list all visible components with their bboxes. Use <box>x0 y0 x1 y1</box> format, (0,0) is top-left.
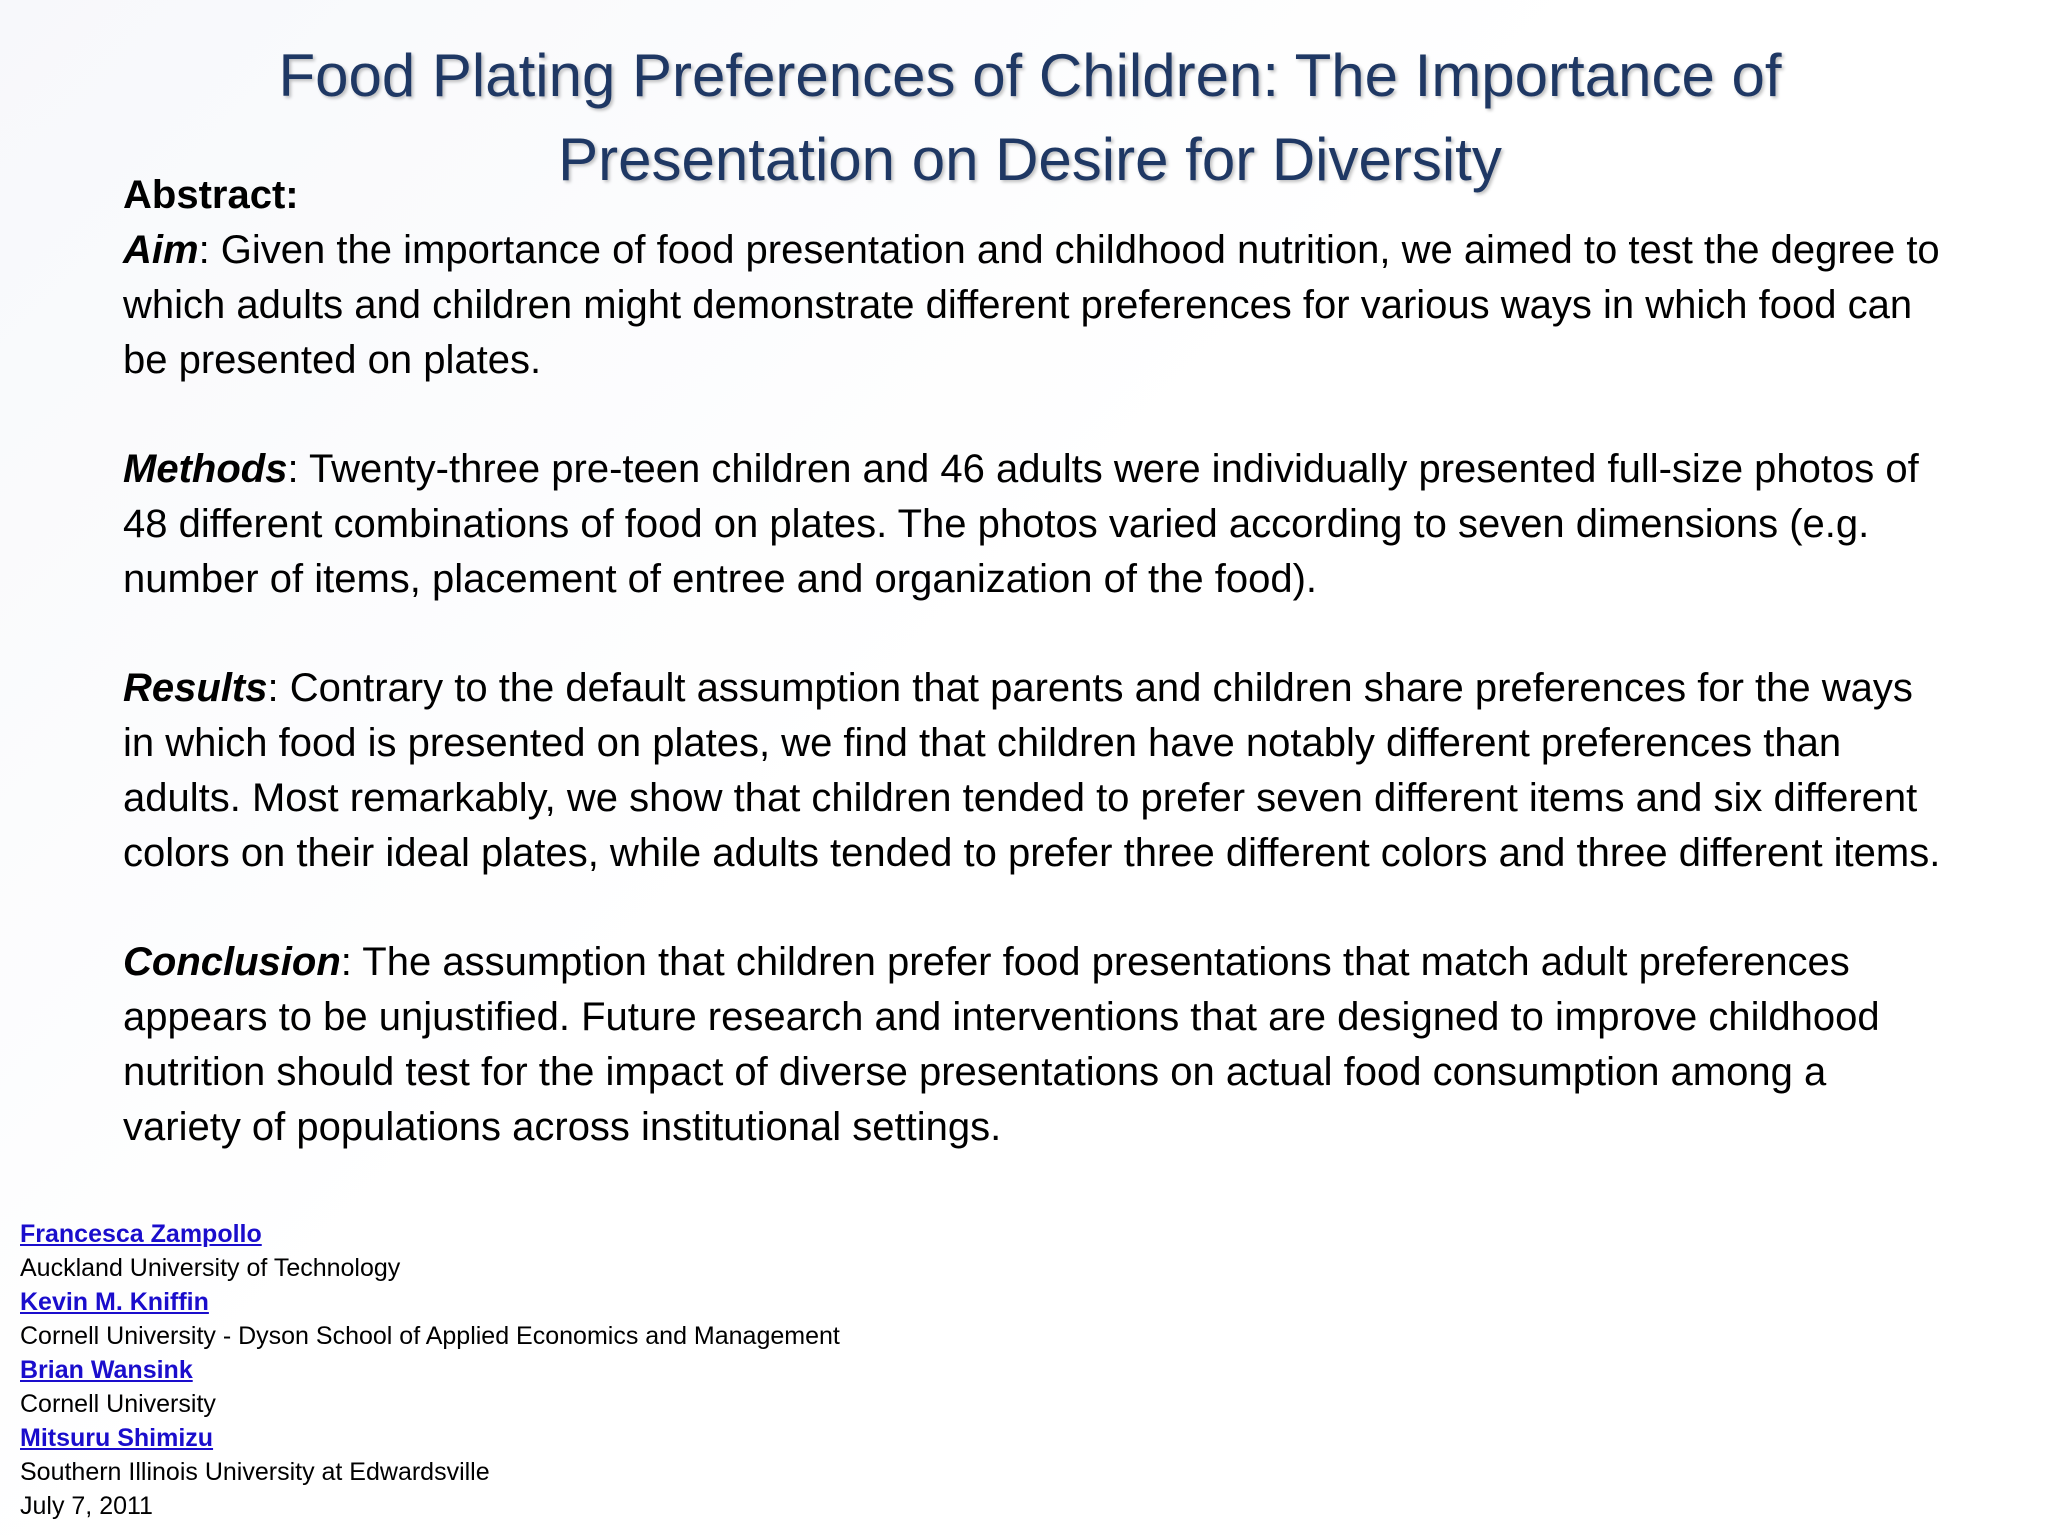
results-text: : Contrary to the default assumption that parents and children share preferences for the ways in which food is presented on plates, we find that children have notably different preferences than adults. Most remarkably, we show that children tended to prefer seven different items and six different colors on their ideal plates, while adults tended to prefer three different colors and three different items. <box>123 666 1941 875</box>
conclusion-text: : The assumption that children prefer food presentations that match adult preferences appears to be unjustified. Future research and interventions that are designed to improve childhood nutrition should test for the impact of diverse presentations on actual food consumption among a variety of populations across institutional settings. <box>123 940 1880 1149</box>
publication-date: July 7, 2011 <box>20 1492 153 1520</box>
author-link-wansink[interactable]: Brian Wansink <box>20 1356 193 1384</box>
abstract-section <box>123 168 1953 1155</box>
methods-paragraph <box>123 442 1953 607</box>
page-title: Food Plating Preferences of Children: The Importance of Presentation on Desire for Diversity <box>278 42 1782 193</box>
aim-text: : Given the importance of food presentation and childhood nutrition, we aimed to test the degree to which adults and children might demonstrate different preferences for various ways in which food can be presented on plates. <box>123 228 1940 382</box>
methods-text: : Twenty-three pre-teen children and 46 adults were individually presented full-size photos of 48 different combinations of food on plates. The photos varied according to seven dimensions (e.g. number of items, placement of entree and organization of the food). <box>123 447 1919 601</box>
conclusion-paragraph <box>123 935 1953 1155</box>
conclusion-label: Conclusion <box>123 940 341 984</box>
results-label: Results <box>123 666 268 710</box>
author-affiliation: Southern Illinois University at Edwardsville <box>20 1458 490 1486</box>
author-affiliation: Cornell University <box>20 1390 216 1418</box>
author-affiliation: Auckland University of Technology <box>20 1254 401 1282</box>
results-paragraph <box>123 661 1953 881</box>
author-link-zampollo[interactable]: Francesca Zampollo <box>20 1220 262 1248</box>
aim-label: Aim <box>123 228 199 272</box>
author-list <box>20 1217 840 1523</box>
author-link-kniffin[interactable]: Kevin M. Kniffin <box>20 1288 209 1316</box>
author-link-shimizu[interactable]: Mitsuru Shimizu <box>20 1424 214 1452</box>
abstract-heading: Abstract: <box>123 173 299 217</box>
author-affiliation: Cornell University - Dyson School of Applied Economics and Management <box>20 1322 840 1350</box>
aim-paragraph <box>123 223 1953 388</box>
methods-label: Methods <box>123 447 288 491</box>
